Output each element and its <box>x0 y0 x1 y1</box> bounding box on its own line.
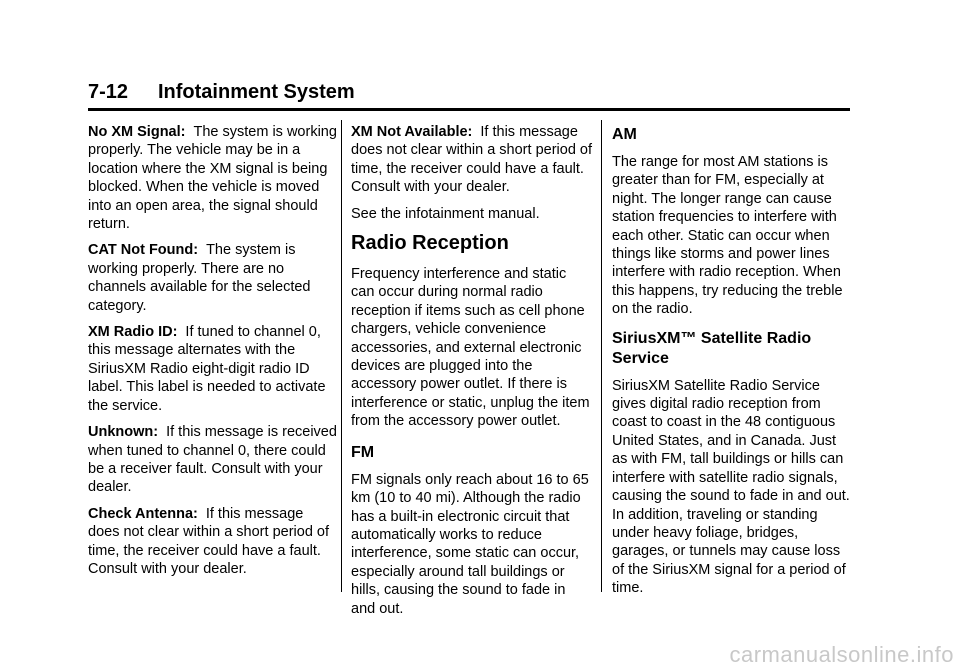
entry-term: XM Not Available: <box>351 124 473 140</box>
entry-term: Check Antenna: <box>88 505 198 522</box>
siriusxm-text: SiriusXM Satellite Radio Service gives digital radio reception from coast to coast in the 48 contiguous United States, and in Canada. Just as with FM, tall buildings or hills can interfere with satellite radio signals, causing the sound to fade in and out. In addition, traveling or standing under heavy foliage, bridges, garages, or tunnels may cause loss of the SiriusXM signal for a period of time. <box>612 377 850 597</box>
entry-check-antenna <box>88 505 338 579</box>
entry-text: The system is working properly. There are no channels available for the selected category. <box>88 242 311 314</box>
entry-text: If this message does not clear within a short period of time, the receiver could have a fault. Consult with your dealer. <box>88 505 329 577</box>
entry-xm-not-available <box>351 123 593 197</box>
column-2 <box>351 123 593 626</box>
heading-am: AM <box>612 126 637 143</box>
entry-term: CAT Not Found: <box>88 242 199 259</box>
entry-term: Unknown: <box>88 424 159 441</box>
entry-term: No XM Signal: <box>88 124 186 140</box>
column-divider <box>341 120 342 592</box>
column-3 <box>612 123 852 606</box>
entry-text: The system is working properly. The vehicle may be in a location where the XM signal is being blocked. When the vehicle is moved into an open area, the signal should return. <box>88 124 337 233</box>
column-divider <box>601 120 602 592</box>
radio-reception-text: Frequency interference and static can occur during normal radio reception if items such as cell phone chargers, vehicle convenience accessories, and external electronic devices are plugged into the accessory power outlet. If there is interference or static, unplug the item from the accessory power outlet. <box>351 266 590 430</box>
entry-term: XM Radio ID: <box>88 324 178 341</box>
see-manual-text: See the infotainment manual. <box>351 205 540 222</box>
entry-cat-not-found <box>88 241 338 315</box>
entry-text: If this message does not clear within a short period of time, the receiver could have a fault. Consult with your dealer. <box>351 124 592 196</box>
heading-radio-reception: Radio Reception <box>351 232 509 255</box>
page-header <box>88 80 850 111</box>
entry-xm-radio-id <box>88 323 338 415</box>
heading-siriusxm: SiriusXM™ Satellite Radio Service <box>612 329 812 367</box>
heading-fm: FM <box>351 443 375 461</box>
am-text: The range for most AM stations is greater than for FM, especially at night. The longer range can cause station frequencies to interfere with each other. Static can occur when things like storms and power lines interfere with radio reception. When this happens, try reducing the treble on the radio. <box>612 154 843 318</box>
watermark: carmanualsonline.info <box>729 642 954 667</box>
entry-text: If tuned to channel 0, this message alternates with the SiriusXM Radio eight-digit radio ID label. This label is needed to activate the service. <box>88 324 326 414</box>
entry-text: If this message is received when tuned to channel 0, there could be a receiver fault. Consult with your dealer. <box>88 424 337 496</box>
page-number: 7-12 <box>88 81 129 103</box>
chapter-title: Infotainment System <box>158 81 355 103</box>
entry-no-xm-signal <box>88 123 338 233</box>
fm-text: FM signals only reach about 16 to 65 km (10 to 40 mi). Although the radio has a built-in electronic circuit that automatically works to reduce interference, some static can occur, especially around tall buildings or hills, causing the sound to fade in and out. <box>351 471 589 617</box>
column-1 <box>88 123 338 586</box>
entry-unknown <box>88 423 338 497</box>
